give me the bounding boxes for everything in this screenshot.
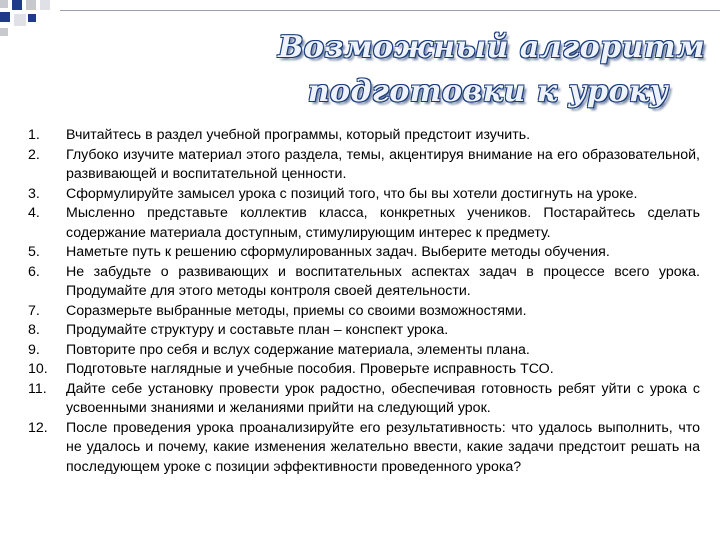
list-item [28,341,700,361]
step-text: Мысленно представьте коллектив класса, конкретных учеников. Постарайтесь сделать содержание материала доступным, стимулирующим интерес к предмету. [66,205,700,241]
list-item [28,185,700,205]
step-number: 1. [28,127,40,143]
step-text: Сформулируйте замысел урока с позиций того, что бы вы хотели достигнуть на уроке. [66,185,638,202]
corner-square-decoration [40,0,50,10]
step-text: Дайте себе установку провести урок радостно, обеспечивая готовность ребят уйти с урока с усвоенными знаниями и желаниями прийти на следующий урок. [66,380,700,416]
step-number: 6. [28,263,40,280]
list-item [28,321,700,341]
step-number: 7. [28,302,40,319]
step-text: Соразмерьте выбранные методы, приемы со своими возможностями. [66,302,527,319]
step-number: 4. [28,205,40,221]
step-text: Продумайте структуру и составьте план – конспект урока. [66,322,449,338]
step-number: 2. [28,146,40,163]
list-item [28,360,700,380]
slide-title [278,26,706,114]
step-number: 9. [28,341,40,358]
list-item [28,146,700,185]
list-item [28,204,700,243]
list-item [28,419,700,478]
step-text: Подготовьте наглядные и учебные пособия. Проверьте исправность ТСО. [66,361,554,377]
step-number: 12. [28,419,48,436]
step-number: 5. [28,244,40,260]
step-text: Не забудьте о развивающих и воспитательных аспектах задач в процессе всего урока. Продумайте для этого методы контроля своей деятельности. [66,263,700,299]
step-number: 11. [28,380,47,397]
algorithm-steps-list [28,126,700,477]
corner-square-decoration [28,14,36,22]
list-item [28,302,700,322]
slide-title-line-1: Возможный алгоритм [278,30,706,65]
slide-title-line-2: подготовки к уроку [307,74,669,109]
list-item [28,243,700,263]
step-text: Вчитайтесь в раздел учебной программы, который предстоит изучить. [66,127,531,143]
corner-square-decoration [0,28,8,36]
list-item [28,126,700,146]
corner-square-decoration [0,12,10,22]
corner-square-decoration [12,0,22,10]
corner-square-decoration [0,0,8,8]
header-divider-line [60,10,720,11]
step-number: 8. [28,322,40,338]
step-text: После проведения урока проанализируйте его результативность: что удалось выполнить, что не удалось и почему, какие изменения желательно ввести, какие задачи предстоит решать на последующем уроке с позиции эффективности проведенного урока? [66,419,700,475]
step-text: Наметьте путь к решению сформулированных задач. Выберите методы обучения. [66,244,610,260]
step-number: 10. [28,361,48,377]
list-item [28,263,700,302]
step-number: 3. [28,185,40,202]
corner-square-decoration [14,14,26,26]
step-text: Повторите про себя и вслух содержание материала, элементы плана. [66,341,530,358]
step-text: Глубоко изучите материал этого раздела, темы, акцентируя внимание на его образовательной, развивающей и воспитательной ценности. [66,146,700,182]
corner-square-decoration [26,0,36,10]
list-item [28,380,700,419]
